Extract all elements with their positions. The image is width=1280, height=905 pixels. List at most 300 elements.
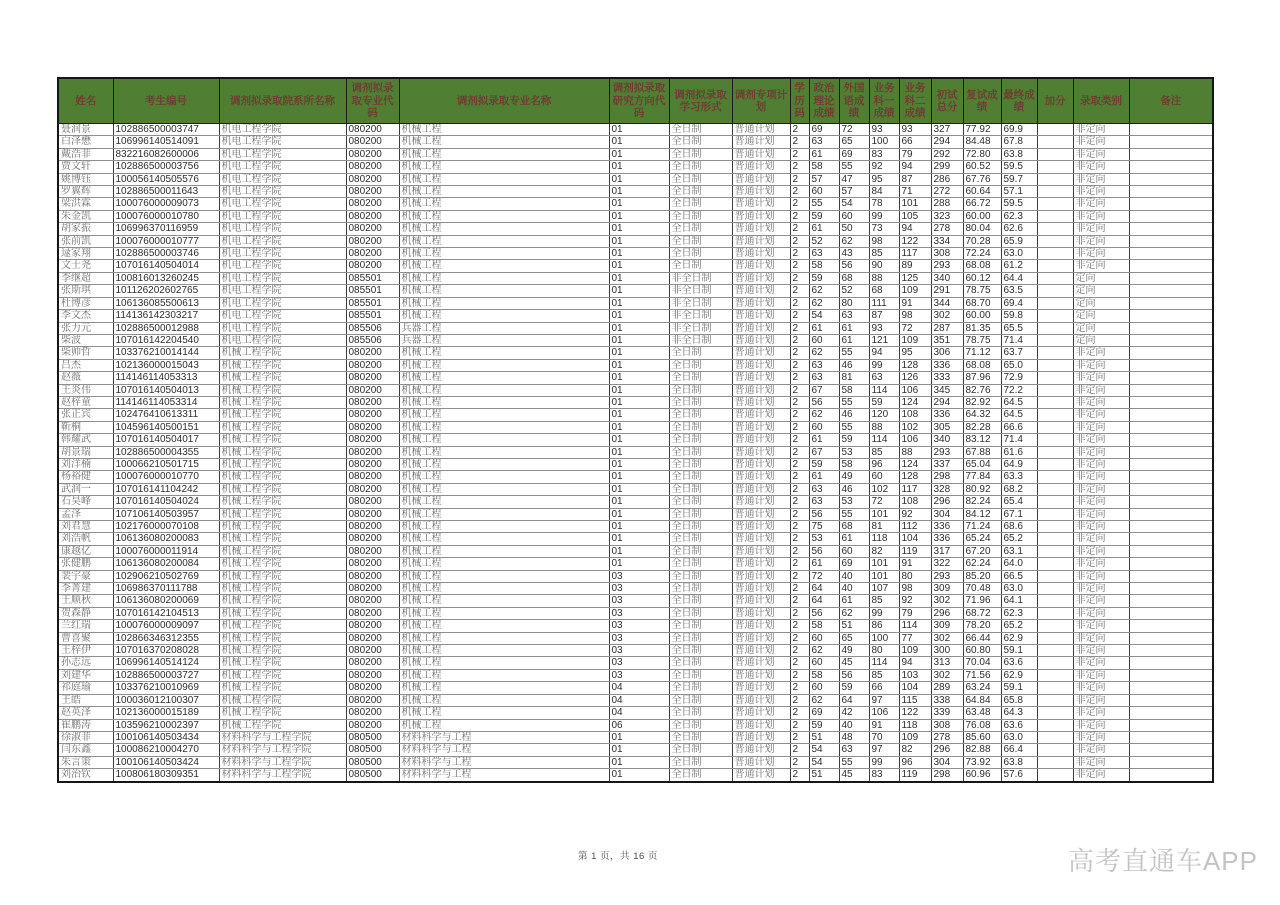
cell-subject1-score: 114 bbox=[869, 384, 899, 396]
cell-special-plan: 普通计划 bbox=[732, 483, 790, 495]
cell-foreign-lang-score: 47 bbox=[839, 173, 869, 185]
cell-foreign-lang-score: 48 bbox=[839, 731, 869, 743]
cell-major-name: 机械工程 bbox=[399, 607, 609, 619]
cell-initial-total: 300 bbox=[931, 645, 963, 657]
cell-initial-total: 302 bbox=[931, 669, 963, 681]
cell-name: 杨裕健 bbox=[58, 471, 113, 483]
cell-politics-score: 69 bbox=[809, 707, 839, 719]
cell-foreign-lang-score: 59 bbox=[839, 434, 869, 446]
cell-special-plan: 普通计划 bbox=[732, 558, 790, 570]
cell-direction-code: 01 bbox=[609, 744, 669, 756]
table-row bbox=[58, 223, 1213, 235]
cell-direction-code: 01 bbox=[609, 334, 669, 346]
cell-subject2-score: 95 bbox=[899, 347, 931, 359]
cell-major-name: 机械工程 bbox=[399, 521, 609, 533]
cell-foreign-lang-score: 60 bbox=[839, 545, 869, 557]
cell-edu-code: 2 bbox=[790, 347, 809, 359]
cell-candidate-id: 107016140504024 bbox=[113, 496, 219, 508]
cell-major-code: 080200 bbox=[346, 359, 399, 371]
cell-retest-score: 60.12 bbox=[963, 272, 1001, 284]
cell-edu-code: 2 bbox=[790, 719, 809, 731]
cell-candidate-id: 106996370116959 bbox=[113, 223, 219, 235]
cell-retest-score: 67.76 bbox=[963, 173, 1001, 185]
cell-college: 机械工程学院 bbox=[219, 682, 346, 694]
cell-special-plan: 普通计划 bbox=[732, 260, 790, 272]
cell-major-name: 机械工程 bbox=[399, 396, 609, 408]
cell-candidate-id: 106996140514124 bbox=[113, 657, 219, 669]
cell-bonus bbox=[1037, 744, 1073, 756]
cell-special-plan: 普通计划 bbox=[732, 396, 790, 408]
cell-edu-code: 2 bbox=[790, 310, 809, 322]
cell-remark bbox=[1129, 248, 1213, 260]
cell-direction-code: 01 bbox=[609, 260, 669, 272]
table-row bbox=[58, 372, 1213, 384]
cell-initial-total: 278 bbox=[931, 731, 963, 743]
table-row bbox=[58, 198, 1213, 210]
cell-initial-total: 309 bbox=[931, 583, 963, 595]
cell-politics-score: 56 bbox=[809, 508, 839, 520]
cell-major-code: 080200 bbox=[346, 260, 399, 272]
cell-major-code: 080500 bbox=[346, 756, 399, 768]
cell-edu-code: 2 bbox=[790, 731, 809, 743]
cell-subject2-score: 82 bbox=[899, 744, 931, 756]
cell-college: 机电工程学院 bbox=[219, 136, 346, 148]
cell-final-score: 65.0 bbox=[1001, 359, 1037, 371]
cell-candidate-id: 100036012100307 bbox=[113, 694, 219, 706]
cell-study-form: 非全日制 bbox=[669, 322, 732, 334]
cell-direction-code: 03 bbox=[609, 669, 669, 681]
cell-major-code: 080200 bbox=[346, 409, 399, 421]
cell-remark bbox=[1129, 508, 1213, 520]
cell-direction-code: 03 bbox=[609, 620, 669, 632]
cell-special-plan: 普通计划 bbox=[732, 769, 790, 782]
cell-final-score: 63.0 bbox=[1001, 248, 1037, 260]
cell-bonus bbox=[1037, 583, 1073, 595]
cell-edu-code: 2 bbox=[790, 260, 809, 272]
cell-retest-score: 77.84 bbox=[963, 471, 1001, 483]
cell-major-name: 机械工程 bbox=[399, 409, 609, 421]
cell-major-code: 080200 bbox=[346, 434, 399, 446]
cell-politics-score: 63 bbox=[809, 359, 839, 371]
cell-name: 朱言策 bbox=[58, 756, 113, 768]
cell-initial-total: 294 bbox=[931, 396, 963, 408]
cell-politics-score: 60 bbox=[809, 334, 839, 346]
cell-initial-total: 338 bbox=[931, 694, 963, 706]
table-row bbox=[58, 124, 1213, 136]
cell-admission-category: 定向 bbox=[1073, 272, 1129, 284]
cell-candidate-id: 100076000009097 bbox=[113, 620, 219, 632]
cell-direction-code: 01 bbox=[609, 322, 669, 334]
cell-final-score: 63.6 bbox=[1001, 719, 1037, 731]
cell-special-plan: 普通计划 bbox=[732, 731, 790, 743]
cell-final-score: 65.8 bbox=[1001, 694, 1037, 706]
cell-study-form: 全日制 bbox=[669, 558, 732, 570]
cell-study-form: 全日制 bbox=[669, 124, 732, 136]
cell-final-score: 68.6 bbox=[1001, 521, 1037, 533]
cell-bonus bbox=[1037, 756, 1073, 768]
cell-study-form: 全日制 bbox=[669, 731, 732, 743]
cell-bonus bbox=[1037, 161, 1073, 173]
cell-subject2-score: 104 bbox=[899, 682, 931, 694]
cell-final-score: 69.9 bbox=[1001, 124, 1037, 136]
cell-college: 机电工程学院 bbox=[219, 272, 346, 284]
cell-major-name: 机械工程 bbox=[399, 483, 609, 495]
cell-name: 李继超 bbox=[58, 272, 113, 284]
cell-subject2-score: 124 bbox=[899, 458, 931, 470]
cell-retest-score: 84.48 bbox=[963, 136, 1001, 148]
cell-subject2-score: 101 bbox=[899, 198, 931, 210]
cell-foreign-lang-score: 54 bbox=[839, 198, 869, 210]
cell-subject2-score: 79 bbox=[899, 607, 931, 619]
cell-major-name: 机械工程 bbox=[399, 496, 609, 508]
cell-name: 刘建华 bbox=[58, 669, 113, 681]
cell-subject1-score: 80 bbox=[869, 645, 899, 657]
cell-final-score: 62.3 bbox=[1001, 607, 1037, 619]
cell-major-code: 080200 bbox=[346, 508, 399, 520]
cell-remark bbox=[1129, 471, 1213, 483]
cell-study-form: 全日制 bbox=[669, 496, 732, 508]
cell-edu-code: 2 bbox=[790, 285, 809, 297]
cell-subject2-score: 109 bbox=[899, 731, 931, 743]
cell-admission-category: 非定向 bbox=[1073, 632, 1129, 644]
cell-initial-total: 334 bbox=[931, 235, 963, 247]
cell-subject1-score: 70 bbox=[869, 731, 899, 743]
cell-final-score: 62.9 bbox=[1001, 632, 1037, 644]
cell-study-form: 全日制 bbox=[669, 632, 732, 644]
cell-major-code: 080200 bbox=[346, 347, 399, 359]
cell-retest-score: 72.24 bbox=[963, 248, 1001, 260]
cell-retest-score: 68.72 bbox=[963, 607, 1001, 619]
cell-initial-total: 336 bbox=[931, 409, 963, 421]
cell-admission-category: 非定向 bbox=[1073, 434, 1129, 446]
cell-subject1-score: 111 bbox=[869, 297, 899, 309]
cell-foreign-lang-score: 55 bbox=[839, 756, 869, 768]
cell-candidate-id: 102886500003747 bbox=[113, 124, 219, 136]
cell-bonus bbox=[1037, 136, 1073, 148]
cell-special-plan: 普通计划 bbox=[732, 372, 790, 384]
cell-college: 机械工程学院 bbox=[219, 347, 346, 359]
cell-bonus bbox=[1037, 508, 1073, 520]
cell-final-score: 67.8 bbox=[1001, 136, 1037, 148]
cell-study-form: 全日制 bbox=[669, 521, 732, 533]
cell-subject1-score: 94 bbox=[869, 347, 899, 359]
cell-initial-total: 296 bbox=[931, 496, 963, 508]
cell-foreign-lang-score: 63 bbox=[839, 310, 869, 322]
cell-admission-category: 非定向 bbox=[1073, 607, 1129, 619]
cell-remark bbox=[1129, 756, 1213, 768]
table-row bbox=[58, 359, 1213, 371]
cell-foreign-lang-score: 62 bbox=[839, 235, 869, 247]
cell-subject1-score: 99 bbox=[869, 210, 899, 222]
cell-edu-code: 2 bbox=[790, 124, 809, 136]
cell-subject1-score: 114 bbox=[869, 434, 899, 446]
cell-foreign-lang-score: 53 bbox=[839, 446, 869, 458]
cell-politics-score: 58 bbox=[809, 620, 839, 632]
cell-bonus bbox=[1037, 359, 1073, 371]
cell-direction-code: 01 bbox=[609, 136, 669, 148]
cell-bonus bbox=[1037, 682, 1073, 694]
cell-admission-category: 非定向 bbox=[1073, 198, 1129, 210]
cell-admission-category: 非定向 bbox=[1073, 458, 1129, 470]
cell-name: 王梓伊 bbox=[58, 645, 113, 657]
cell-name: 柴帅哲 bbox=[58, 347, 113, 359]
cell-study-form: 全日制 bbox=[669, 756, 732, 768]
table-row bbox=[58, 186, 1213, 198]
cell-college: 材料科学与工程学院 bbox=[219, 744, 346, 756]
column-header-college: 调剂拟录取院系所名称 bbox=[219, 78, 346, 124]
cell-major-code: 080200 bbox=[346, 632, 399, 644]
cell-final-score: 64.5 bbox=[1001, 396, 1037, 408]
table-row bbox=[58, 533, 1213, 545]
cell-retest-score: 60.96 bbox=[963, 769, 1001, 782]
cell-initial-total: 302 bbox=[931, 632, 963, 644]
cell-admission-category: 非定向 bbox=[1073, 396, 1129, 408]
cell-candidate-id: 102886500003756 bbox=[113, 161, 219, 173]
cell-admission-category: 非定向 bbox=[1073, 446, 1129, 458]
cell-name: 胡家振 bbox=[58, 223, 113, 235]
cell-final-score: 67.1 bbox=[1001, 508, 1037, 520]
cell-final-score: 71.4 bbox=[1001, 434, 1037, 446]
cell-subject2-score: 102 bbox=[899, 421, 931, 433]
cell-major-name: 机械工程 bbox=[399, 595, 609, 607]
cell-study-form: 全日制 bbox=[669, 434, 732, 446]
cell-retest-score: 63.24 bbox=[963, 682, 1001, 694]
cell-politics-score: 61 bbox=[809, 471, 839, 483]
cell-major-name: 机械工程 bbox=[399, 545, 609, 557]
cell-major-code: 080200 bbox=[346, 583, 399, 595]
cell-subject2-score: 94 bbox=[899, 161, 931, 173]
cell-candidate-id: 100076000010780 bbox=[113, 210, 219, 222]
cell-remark bbox=[1129, 186, 1213, 198]
cell-special-plan: 普通计划 bbox=[732, 521, 790, 533]
cell-study-form: 全日制 bbox=[669, 161, 732, 173]
cell-initial-total: 313 bbox=[931, 657, 963, 669]
cell-bonus bbox=[1037, 707, 1073, 719]
cell-remark bbox=[1129, 731, 1213, 743]
cell-major-code: 080200 bbox=[346, 384, 399, 396]
cell-major-code: 080200 bbox=[346, 645, 399, 657]
cell-edu-code: 2 bbox=[790, 545, 809, 557]
cell-foreign-lang-score: 55 bbox=[839, 161, 869, 173]
cell-final-score: 64.1 bbox=[1001, 595, 1037, 607]
cell-final-score: 61.6 bbox=[1001, 446, 1037, 458]
cell-initial-total: 296 bbox=[931, 744, 963, 756]
cell-major-name: 机械工程 bbox=[399, 310, 609, 322]
table-row bbox=[58, 769, 1213, 782]
cell-edu-code: 2 bbox=[790, 607, 809, 619]
cell-final-score: 59.5 bbox=[1001, 198, 1037, 210]
cell-edu-code: 2 bbox=[790, 272, 809, 284]
cell-final-score: 65.4 bbox=[1001, 496, 1037, 508]
cell-subject2-score: 117 bbox=[899, 483, 931, 495]
cell-college: 机械工程学院 bbox=[219, 657, 346, 669]
cell-final-score: 64.0 bbox=[1001, 558, 1037, 570]
cell-name: 王炎伟 bbox=[58, 384, 113, 396]
cell-subject2-score: 91 bbox=[899, 297, 931, 309]
cell-final-score: 57.6 bbox=[1001, 769, 1037, 782]
cell-initial-total: 336 bbox=[931, 521, 963, 533]
cell-candidate-id: 832216082600006 bbox=[113, 148, 219, 160]
cell-major-name: 机械工程 bbox=[399, 347, 609, 359]
cell-major-code: 080200 bbox=[346, 148, 399, 160]
cell-final-score: 63.8 bbox=[1001, 756, 1037, 768]
table-row bbox=[58, 657, 1213, 669]
cell-initial-total: 288 bbox=[931, 198, 963, 210]
cell-subject1-score: 88 bbox=[869, 421, 899, 433]
cell-special-plan: 普通计划 bbox=[732, 694, 790, 706]
cell-bonus bbox=[1037, 334, 1073, 346]
cell-direction-code: 01 bbox=[609, 297, 669, 309]
cell-foreign-lang-score: 72 bbox=[839, 124, 869, 136]
table-row bbox=[58, 272, 1213, 284]
cell-major-name: 机械工程 bbox=[399, 372, 609, 384]
cell-major-code: 080200 bbox=[346, 223, 399, 235]
cell-study-form: 全日制 bbox=[669, 682, 732, 694]
cell-retest-score: 71.24 bbox=[963, 521, 1001, 533]
cell-subject2-score: 98 bbox=[899, 310, 931, 322]
cell-remark bbox=[1129, 124, 1213, 136]
cell-major-code: 080200 bbox=[346, 186, 399, 198]
cell-initial-total: 340 bbox=[931, 272, 963, 284]
cell-study-form: 全日制 bbox=[669, 583, 732, 595]
cell-subject1-score: 99 bbox=[869, 607, 899, 619]
cell-remark bbox=[1129, 533, 1213, 545]
cell-name: 兰红瑞 bbox=[58, 620, 113, 632]
cell-initial-total: 327 bbox=[931, 124, 963, 136]
cell-name: 康越亿 bbox=[58, 545, 113, 557]
cell-major-code: 080200 bbox=[346, 620, 399, 632]
cell-name: 姚博钰 bbox=[58, 173, 113, 185]
cell-admission-category: 非定向 bbox=[1073, 409, 1129, 421]
cell-major-name: 机械工程 bbox=[399, 620, 609, 632]
cell-major-code: 080200 bbox=[346, 210, 399, 222]
cell-subject1-score: 100 bbox=[869, 136, 899, 148]
cell-retest-score: 81.35 bbox=[963, 322, 1001, 334]
cell-initial-total: 291 bbox=[931, 285, 963, 297]
cell-edu-code: 2 bbox=[790, 334, 809, 346]
cell-special-plan: 普通计划 bbox=[732, 545, 790, 557]
cell-direction-code: 03 bbox=[609, 645, 669, 657]
cell-college: 机械工程学院 bbox=[219, 521, 346, 533]
cell-initial-total: 299 bbox=[931, 161, 963, 173]
cell-major-code: 080500 bbox=[346, 744, 399, 756]
cell-admission-category: 非定向 bbox=[1073, 421, 1129, 433]
cell-special-plan: 普通计划 bbox=[732, 235, 790, 247]
cell-bonus bbox=[1037, 310, 1073, 322]
cell-major-code: 080200 bbox=[346, 124, 399, 136]
cell-bonus bbox=[1037, 124, 1073, 136]
cell-direction-code: 01 bbox=[609, 471, 669, 483]
cell-major-name: 机械工程 bbox=[399, 508, 609, 520]
cell-final-score: 63.5 bbox=[1001, 285, 1037, 297]
cell-foreign-lang-score: 65 bbox=[839, 136, 869, 148]
cell-bonus bbox=[1037, 620, 1073, 632]
cell-foreign-lang-score: 43 bbox=[839, 248, 869, 260]
table-header bbox=[58, 78, 1213, 124]
cell-remark bbox=[1129, 235, 1213, 247]
cell-bonus bbox=[1037, 645, 1073, 657]
cell-direction-code: 01 bbox=[609, 545, 669, 557]
cell-direction-code: 01 bbox=[609, 421, 669, 433]
cell-bonus bbox=[1037, 632, 1073, 644]
table-row bbox=[58, 744, 1213, 756]
cell-name: 文士尧 bbox=[58, 260, 113, 272]
cell-bonus bbox=[1037, 210, 1073, 222]
cell-special-plan: 普通计划 bbox=[732, 409, 790, 421]
cell-bonus bbox=[1037, 446, 1073, 458]
cell-retest-score: 64.84 bbox=[963, 694, 1001, 706]
cell-subject1-score: 73 bbox=[869, 223, 899, 235]
cell-major-name: 材料科学与工程 bbox=[399, 756, 609, 768]
table-row bbox=[58, 496, 1213, 508]
cell-initial-total: 278 bbox=[931, 223, 963, 235]
cell-subject1-score: 60 bbox=[869, 471, 899, 483]
cell-major-code: 080200 bbox=[346, 372, 399, 384]
cell-retest-score: 62.24 bbox=[963, 558, 1001, 570]
cell-candidate-id: 107016140504017 bbox=[113, 434, 219, 446]
cell-remark bbox=[1129, 372, 1213, 384]
table-row bbox=[58, 521, 1213, 533]
cell-candidate-id: 107016142204540 bbox=[113, 334, 219, 346]
cell-subject1-score: 85 bbox=[869, 595, 899, 607]
table-row bbox=[58, 545, 1213, 557]
cell-direction-code: 03 bbox=[609, 607, 669, 619]
cell-special-plan: 普通计划 bbox=[732, 347, 790, 359]
cell-bonus bbox=[1037, 570, 1073, 582]
table-row bbox=[58, 235, 1213, 247]
cell-candidate-id: 100076000011914 bbox=[113, 545, 219, 557]
cell-politics-score: 63 bbox=[809, 372, 839, 384]
cell-direction-code: 01 bbox=[609, 210, 669, 222]
cell-admission-category: 非定向 bbox=[1073, 260, 1129, 272]
cell-major-code: 080200 bbox=[346, 173, 399, 185]
cell-final-score: 59.5 bbox=[1001, 161, 1037, 173]
cell-direction-code: 01 bbox=[609, 756, 669, 768]
cell-initial-total: 302 bbox=[931, 595, 963, 607]
cell-name: 梁洪霖 bbox=[58, 198, 113, 210]
cell-remark bbox=[1129, 570, 1213, 582]
cell-admission-category: 非定向 bbox=[1073, 136, 1129, 148]
cell-name: 李文杰 bbox=[58, 310, 113, 322]
cell-remark bbox=[1129, 272, 1213, 284]
cell-admission-category: 非定向 bbox=[1073, 707, 1129, 719]
cell-retest-score: 82.92 bbox=[963, 396, 1001, 408]
table-row bbox=[58, 421, 1213, 433]
cell-remark bbox=[1129, 409, 1213, 421]
cell-subject1-score: 106 bbox=[869, 707, 899, 719]
cell-candidate-id: 102176000070108 bbox=[113, 521, 219, 533]
cell-bonus bbox=[1037, 297, 1073, 309]
cell-name: 祁庭瑜 bbox=[58, 682, 113, 694]
cell-politics-score: 59 bbox=[809, 210, 839, 222]
cell-retest-score: 84.12 bbox=[963, 508, 1001, 520]
cell-politics-score: 51 bbox=[809, 731, 839, 743]
cell-subject1-score: 63 bbox=[869, 372, 899, 384]
cell-direction-code: 01 bbox=[609, 124, 669, 136]
cell-subject2-score: 94 bbox=[899, 223, 931, 235]
cell-college: 机械工程学院 bbox=[219, 669, 346, 681]
cell-retest-score: 65.24 bbox=[963, 533, 1001, 545]
cell-study-form: 全日制 bbox=[669, 545, 732, 557]
cell-special-plan: 普通计划 bbox=[732, 707, 790, 719]
column-header-final-score: 最终成绩 bbox=[1001, 78, 1037, 124]
cell-major-name: 机械工程 bbox=[399, 707, 609, 719]
cell-name: 白泽懋 bbox=[58, 136, 113, 148]
cell-study-form: 全日制 bbox=[669, 210, 732, 222]
cell-college: 材料科学与工程学院 bbox=[219, 756, 346, 768]
table-row bbox=[58, 409, 1213, 421]
cell-subject2-score: 66 bbox=[899, 136, 931, 148]
